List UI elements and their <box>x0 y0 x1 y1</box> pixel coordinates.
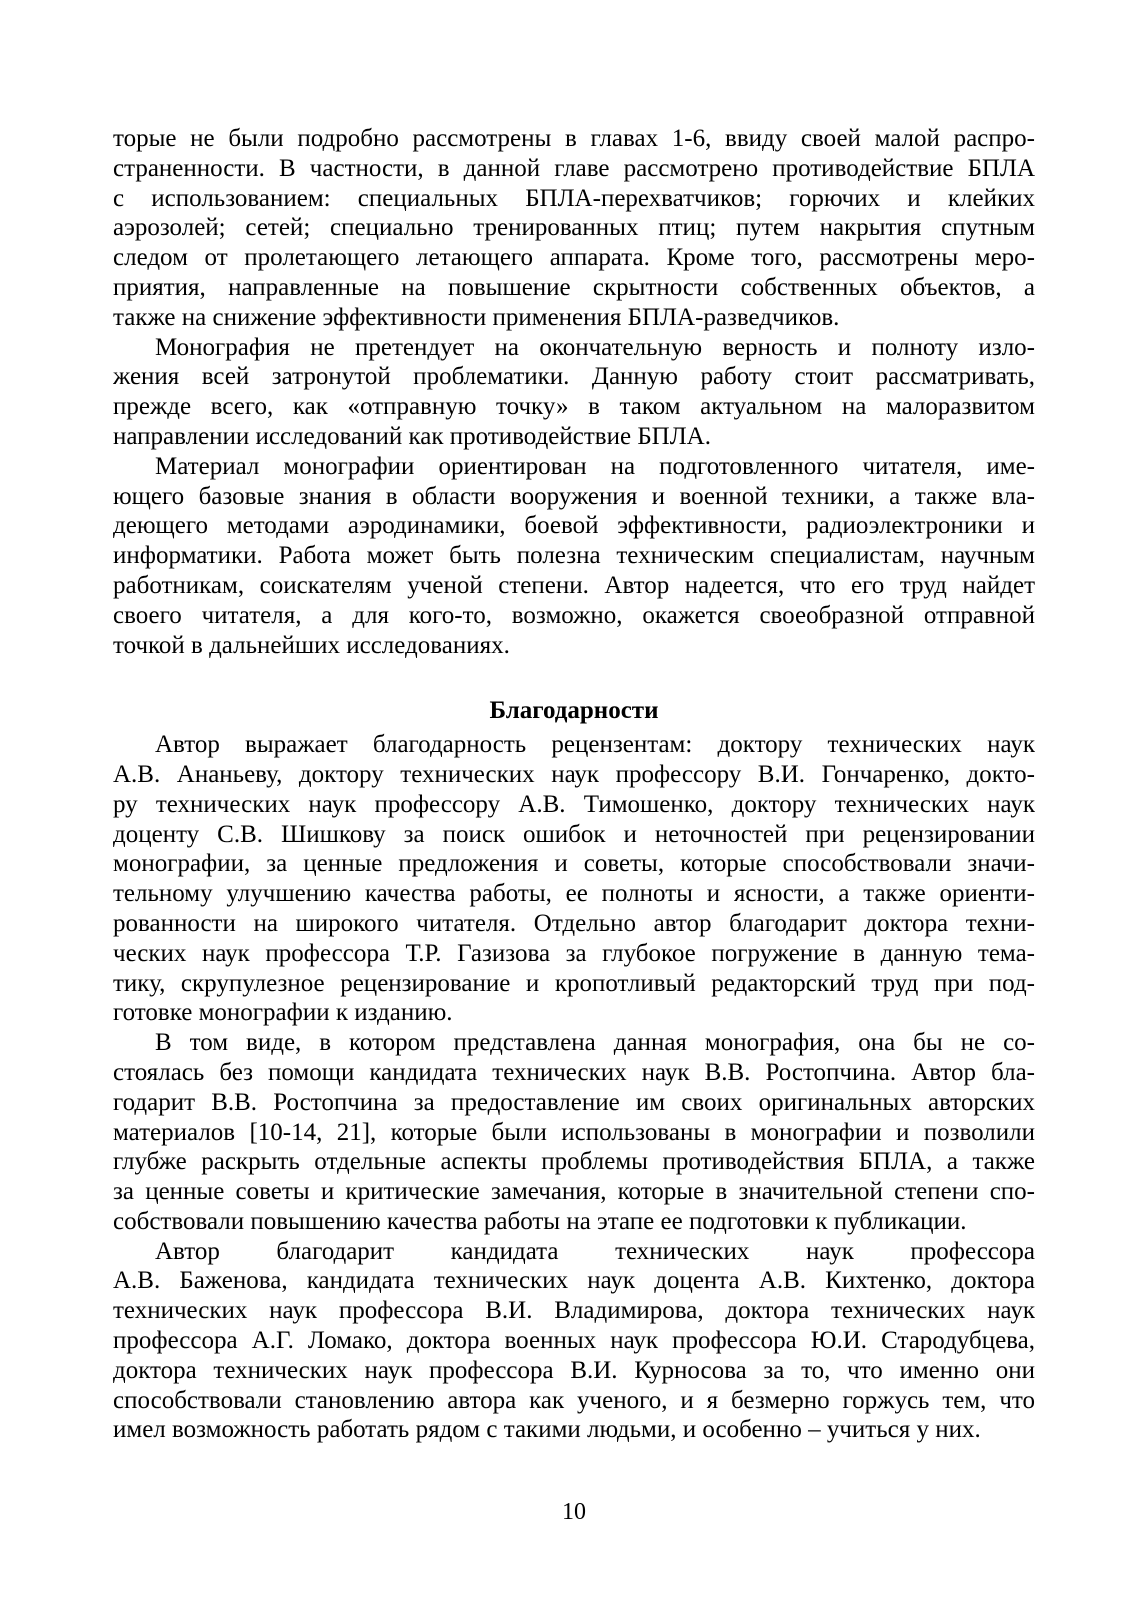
text-line: за ценные советы и критические замечания, которые в значительной степени спо- <box>113 1178 1035 1206</box>
text-line: глубже раскрыть отдельные аспекты проблемы противодействия БПЛА, а также <box>113 1148 1035 1176</box>
text-line: своего читателя, а для кого-то, возможно, окажется своеобразной отправной <box>113 601 1035 629</box>
text-line: Автор благодарит кандидата технических наук профессора <box>155 1237 1035 1265</box>
text-line: Автор выражает благодарность рецензентам: доктору технических наук <box>155 731 1035 759</box>
text-line: точкой в дальнейших исследованиях. <box>113 631 510 659</box>
page-number: 10 <box>562 1499 586 1525</box>
text-line: профессора А.Г. Ломако, доктора военных наук профессора Ю.И. Стародубцева, <box>113 1327 1035 1355</box>
text-line: готовке монографии к изданию. <box>113 999 453 1027</box>
text-line: ческих наук профессора Т.Р. Газизова за глубокое погружение в данную тема- <box>113 939 1035 967</box>
text-line: прежде всего, как «отправную точку» в таком актуальном на малоразвитом <box>113 393 1035 421</box>
section-heading: Благодарности <box>489 697 659 725</box>
text-line: ру технических наук профессору А.В. Тимошенко, доктору технических наук <box>113 790 1035 818</box>
text-line: также на снижение эффективности применения БПЛА-разведчиков. <box>113 303 840 331</box>
paragraph <box>113 124 1035 333</box>
text-line: стоялась без помощи кандидата технических наук В.В. Ростопчина. Автор бла- <box>113 1058 1035 1086</box>
paragraph <box>113 1237 1035 1446</box>
text-line: работникам, соискателям ученой степени. Автор надеется, что его труд найдет <box>113 571 1035 599</box>
text-line: страненности. В частности, в данной главе рассмотрено противодействие БПЛА <box>113 154 1035 182</box>
text-line: рованности на широкого читателя. Отдельно автор благодарит доктора техни- <box>113 909 1035 937</box>
text-line: имел возможность работать рядом с такими людьми, и особенно – учиться у них. <box>113 1416 981 1444</box>
text-line: информатики. Работа может быть полезна техническим специалистам, научным <box>113 542 1035 570</box>
text-line: материалов [10-14, 21], которые были использованы в монографии и позволили <box>113 1118 1035 1146</box>
page-content <box>113 124 1035 1445</box>
text-line: доктора технических наук профессора В.И. Курносова за то, что именно они <box>113 1356 1035 1384</box>
text-line: аэрозолей; сетей; специально тренированных птиц; путем накрытия спутным <box>113 214 1035 242</box>
text-line: собствовали повышению качества работы на этапе ее подготовки к публикации. <box>113 1207 967 1235</box>
text-line: А.В. Баженова, кандидата технических наук доцента А.В. Кихтенко, доктора <box>113 1267 1035 1295</box>
paragraph <box>113 730 1035 1028</box>
text-line: следом от пролетающего летающего аппарата. Кроме того, рассмотрены меро- <box>113 244 1035 272</box>
paragraph <box>113 1028 1035 1237</box>
text-line: направлении исследований как противодействие БПЛА. <box>113 422 711 450</box>
text-line: монографии, за ценные предложения и советы, которые способствовали значи- <box>113 850 1035 878</box>
text-line: тику, скрупулезное рецензирование и кропотливый редакторский труд при под- <box>113 969 1035 997</box>
text-line: деющего методами аэродинамики, боевой эффективности, радиоэлектроники и <box>113 512 1035 540</box>
text-line: жения всей затронутой проблематики. Данную работу стоит рассматривать, <box>113 363 1035 391</box>
paragraph <box>113 333 1035 452</box>
text-line: приятия, направленные на повышение скрытности собственных объектов, а <box>113 273 1035 301</box>
text-line: тельному улучшению качества работы, ее полноты и ясности, а также ориенти- <box>113 880 1035 908</box>
text-line: ющего базовые знания в области вооружения и военной техники, а также вла- <box>113 482 1035 510</box>
text-line: В том виде, в котором представлена данная монография, она бы не со- <box>155 1029 1035 1057</box>
text-line: А.В. Ананьеву, доктору технических наук профессору В.И. Гончаренко, докто- <box>113 760 1035 788</box>
text-line: технических наук профессора В.И. Владимирова, доктора технических наук <box>113 1297 1035 1325</box>
text-line: годарит В.В. Ростопчина за предоставление им своих оригинальных авторских <box>113 1088 1035 1116</box>
text-line: Монография не претендует на окончательную верность и полноту изло- <box>155 333 1035 361</box>
text-line: Материал монографии ориентирован на подготовленного читателя, име- <box>155 452 1035 480</box>
text-line: способствовали становлению автора как ученого, и я безмерно горжусь тем, что <box>113 1386 1035 1414</box>
text-line: доценту С.В. Шишкову за поиск ошибок и неточностей при рецензировании <box>113 820 1035 848</box>
text-line: с использованием: специальных БПЛА-перехватчиков; горючих и клейких <box>113 184 1035 212</box>
text-line: торые не были подробно рассмотрены в главах 1-6, ввиду своей малой распро- <box>113 125 1035 152</box>
paragraph <box>113 452 1035 661</box>
